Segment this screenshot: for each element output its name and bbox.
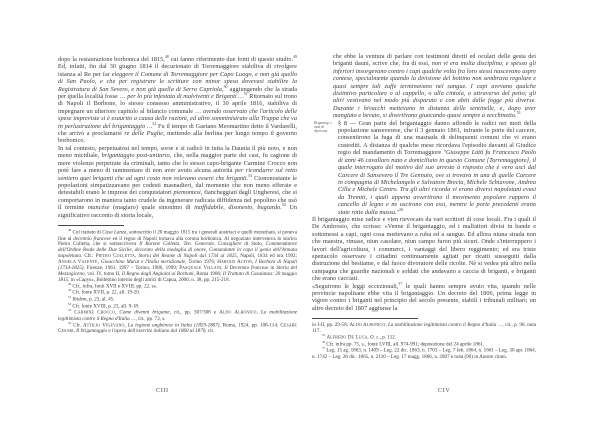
- footnote-57: $^{57}$ Leg. 15 ag. 1863, n. 1409 – Leg. 22 dic. 1863, n. 1703 – Leg. 7 feb. 1864, n. 1661 – Leg. 30 apr. 1864, n. 1742 – Leg. 26 dic. 1865, n. 2110 – Leg. 17 magg. 1866, n. 2807 e nota (90) in Autore citato.: [312, 346, 536, 360]
- left-page: [58, 0, 297, 335]
- right-paragraph-de-ambrosio: Il brigantaggio mise radice e vien rievocato da vari scrittori di cose locali. Fra i quali il De Ambrosio, che scrisse: «Venne il brigantaggio, ed i malfattori divisi in bande e sottomessi a capi, ogni cosa mettevano a ruba ed a sangue. Ed allora niuna strada non che maestra, rimase, niun casolare, niun campo furon più sicuri. Onde s'interruppero i lavori dell'agricoltura, i commerci, i vantaggi del libero reggimento; ed era triste spettacolo osservare i cittadini continuamente agitati per ricatti susseguiti dalla distruzione del bestiame, e dal fuoco divoratore delle ricolte. Nè si vedea più altro nella campagna che guardie nazionali e soldati che andavano a caccia di briganti, e briganti che erano cacciati.: [312, 215, 536, 283]
- right-paragraph-section-8: Brigantag. e moti di Apricena § 8 — Gran parte del brigantaggio dauno affondò le radici nei moti della popolazione sanseverese, che il 3 gennaio 1861, infrante le porte del carcere, consentirono la fuga di una masnada di delinquenti comuni che vi erano custoditi. A distanza di qualche mese ricordava l'episodio davanti al Giudice regio del mandamento di Torremaggiore "Giuseppe Latti fu Francesco Paolo di anni 46 cavallaro nato e domiciliato in questo Comune [Torremaggiore], il quale interrogato del motivo del suo arresto à risposto che è vero uscì dal Carcere di Sansevero il Tre Gennaio, ove si trovava in una di quelle Carcere in compagnia di Michelangelo e Salvatore Brecia, Michele Schiavone, Andrea Cilla e Michele Centro. Tra gli altri ricorda vi erano diversi napoletani evasi da Tremiti, i quali appena avvertirono il movimento popolare ruppero il cancello di legno e ne uscirono con essi, mentre le porte precedenti erano state rotte dalla massa."$^{56}$: [314, 119, 536, 216]
- left-paragraph-2: In tal contesto, perpetuatosi nel tempo, sorse e si radicò in tutta la Daunia il più noto, e non meno micidiale, brigantaggio post-unitario, che, nella maggior parte dei casi, fu cagione di mere violenze perpetrate da criminali, tanto che lo stesso capo-brigante Carmine Crocco non potè fare a meno di rammentare di non aver avuto alcuna autorità per ricondurre sul retto sentiero quei briganti che ad ogni costo non volevano essere che briganti.$^{53}$ Ciononostante le popolazioni simpatizzavano per codesti masnadieri, dal momento che non meno efferate e detestabili erano le imprese dei conquistatori piemontesi, fiancheggiati dagli Ungheresi, che si comportarono in maniera tanto crudele da ingenerare radicata diffidenza nel popolino che usò il termine mancése (magiaro) quale sinonimo di inaffidabile, disonesto, bugiardo.$^{54}$ Un significativo racconto di storia locale,: [58, 144, 297, 219]
- footnote-51: $^{51}$ Ibidem, p. 23, al. 45.: [68, 294, 115, 303]
- footnote-55: $^{55}$ Alfredo De Luca, O. c., p. 112.: [322, 333, 397, 341]
- footnote-54: $^{54}$ Cfr. Attilio Vigevano, La legione ungherese in Italia (1859-1867), Roma, 1924, pp. 108-114; Cesare Cesari, Il brigantaggio e l'opera dell'esercito italiano dal 1860 al 1870, cit.: [58, 320, 297, 335]
- footnote-50: $^{50}$ Cfr. fonte XVII, p. 22, all. 19-20.: [68, 288, 141, 297]
- right-page: [312, 0, 536, 361]
- footnote-48: $^{48}$ Col trattato di Casa Lanza, sottoscritto il 20 maggio 1815 tra i generali austriaci e quelli murattiani, si poneva fine al decennio francese ed il regno di Napoli tornava alla corona borbonica. Al negoziato interveniva lo storico Pietro Colletta, che si sottoscriveva Il Barone Colletta, Ten. Generale, Consigliere di Stato, Commendatore dell'Ordine Reale delle Due Sicilie, decorato della medaglia di onore, Comandante in capo il genio dell'Armata napoletana. Cfr.: Pietro Colletta, Storia del Reame di Napoli dal 1734 al 1825, Napoli, 1834 ed ora 1992; Angela Valente, Gioacchino Murat e l'Italia meridionale, Torino 1976; Harold Acton, I Borboni di Napoli (1734-1825), Firenze, 1961, 1997 – Torino, 1986, 1999; Pasquale Villani, Il Decennio francese in Storia del Mezzogiorno, vol. IV, tomo II, Il Regno dagli Angioini ai Borboni, Roma 1986; Il Trattato di Casalanza: 20 maggio 1815, in «Capys», Bollettino interno degli amici di Capua, 2000, n. 38, pp. 215-218.: [58, 227, 297, 283]
- right-page-body-text: [312, 53, 536, 312]
- right-paragraph-quote: che ebbe la ventura di parlare con testimoni diretti ed oculari delle gesta dei briganti dauni, scrive che, fra di essi, non vi era molta disciplina, e spesso gli inferiori insorgevano contro i capi qualche volta fra loro stessi nascevano aspre contese, specialmente quando la divisione del bottino non sembrava regolare e quasi sempre tali zuffe terminavano nel sangue. I capi avevano qualche distintivo particolare o al cappello, o alla cintola, o attraverso del petto; gli altri vestivano nel modo più disparato e con abiti dalle fogge più diverse. Durante i bivacchi mettevano in distanza delle sentinelle, e, dopo aver mangiato e bevuto, si divertivano giuocando quasi sempre a zecchinetto.$^{55}$: [333, 53, 536, 120]
- left-page-footnotes: [58, 227, 298, 335]
- right-footnote-separator-rule: [312, 318, 418, 319]
- right-page-footnotes: [312, 323, 536, 361]
- left-footnote-separator-rule: [58, 225, 124, 226]
- right-paragraph-laws: «Seguirono le leggi eccezionali,$^{57}$ le quali hanno sempre avuto vita, quando nelle provincie napolitane ebbe vita il brigantaggio. Un decreto del 1806, prima legge in vigore contro i briganti nel principio del secolo presente, stabilì i tribunali militari; un altro decreto del 1807 aggiunse la: [312, 281, 536, 312]
- left-paragraph-1: dopo la restaurazione borbonica del 1815,48 cui fanno riferimento due fonti di questo studio.$^{49}$ Ed, infatti, fin dal 30 giugno 1814 il decurionato di Torremaggiore stabiliva di rivolgere istanza al Re per far eleggere il Comune di Torremaggiore per Capo Luogo, e non già quello di San Paolo, e che per registrare le scritture con minor spesa dovevasi stabilire la Registratura di San Severo, e non già quella di Serra Capriola,$^{50}$ aggiungendo che la strada per quella località fosse … per lo più infestata di malviventi e Briganti …$^{51}$ Ritornato sul trono di Napoli il Borbone, lo stesso consesso amministrativo, il 30 aprile 1816, stabiliva di impegnare un ulteriore capitolo al bilancio comunale … avendo osservato che l'articolo delle spese impreviste si è esaurito a causa delle razioni, ed altro somministrato alla Truppa che va in perlustrazione del brigantaggio …$^{52}$ Fu il tempo di Gaetano Meomartino detto il Vardarelli, che arrivò a proclamarsi re delle Puglie, mettendo alla berlina per lungo tempo il governo borbonico.: [58, 54, 298, 145]
- footnote-54-continuation: in I-II, pp. 29-58; Aldo Albonico, La mobilitazione legittimista contro il Regno d'Italia …, cit., p. 98, nota 117.: [312, 322, 537, 335]
- footnote-53: $^{53}$ Carmine Crocco, Come divenni brigante, cit., pp. 307/308 e Aldo Albonico, La mobilitazione legittimista contro il Regno d'Italia …, cit., pp. 73, s.: [58, 308, 298, 322]
- footnote-56: $^{56}$ Cfr. infra pp. 75, s., fonte LVIII, all. 974-991; deposizione del 24 aprile 1861.: [322, 339, 485, 348]
- margin-note: Brigantag. e moti di Apricena: [314, 120, 332, 134]
- page-number-left: CIII: [156, 387, 169, 394]
- footnote-52: $^{52}$ Cfr. fonte XVIII, p. 23, all. 9-18.: [68, 301, 140, 310]
- left-page-body-text: [58, 56, 297, 219]
- page-number-right: CIV: [438, 387, 451, 394]
- footnote-49: $^{49}$ Cfr., infra, fonti XVII e XVIII, pp. 22, ss.: [68, 281, 157, 290]
